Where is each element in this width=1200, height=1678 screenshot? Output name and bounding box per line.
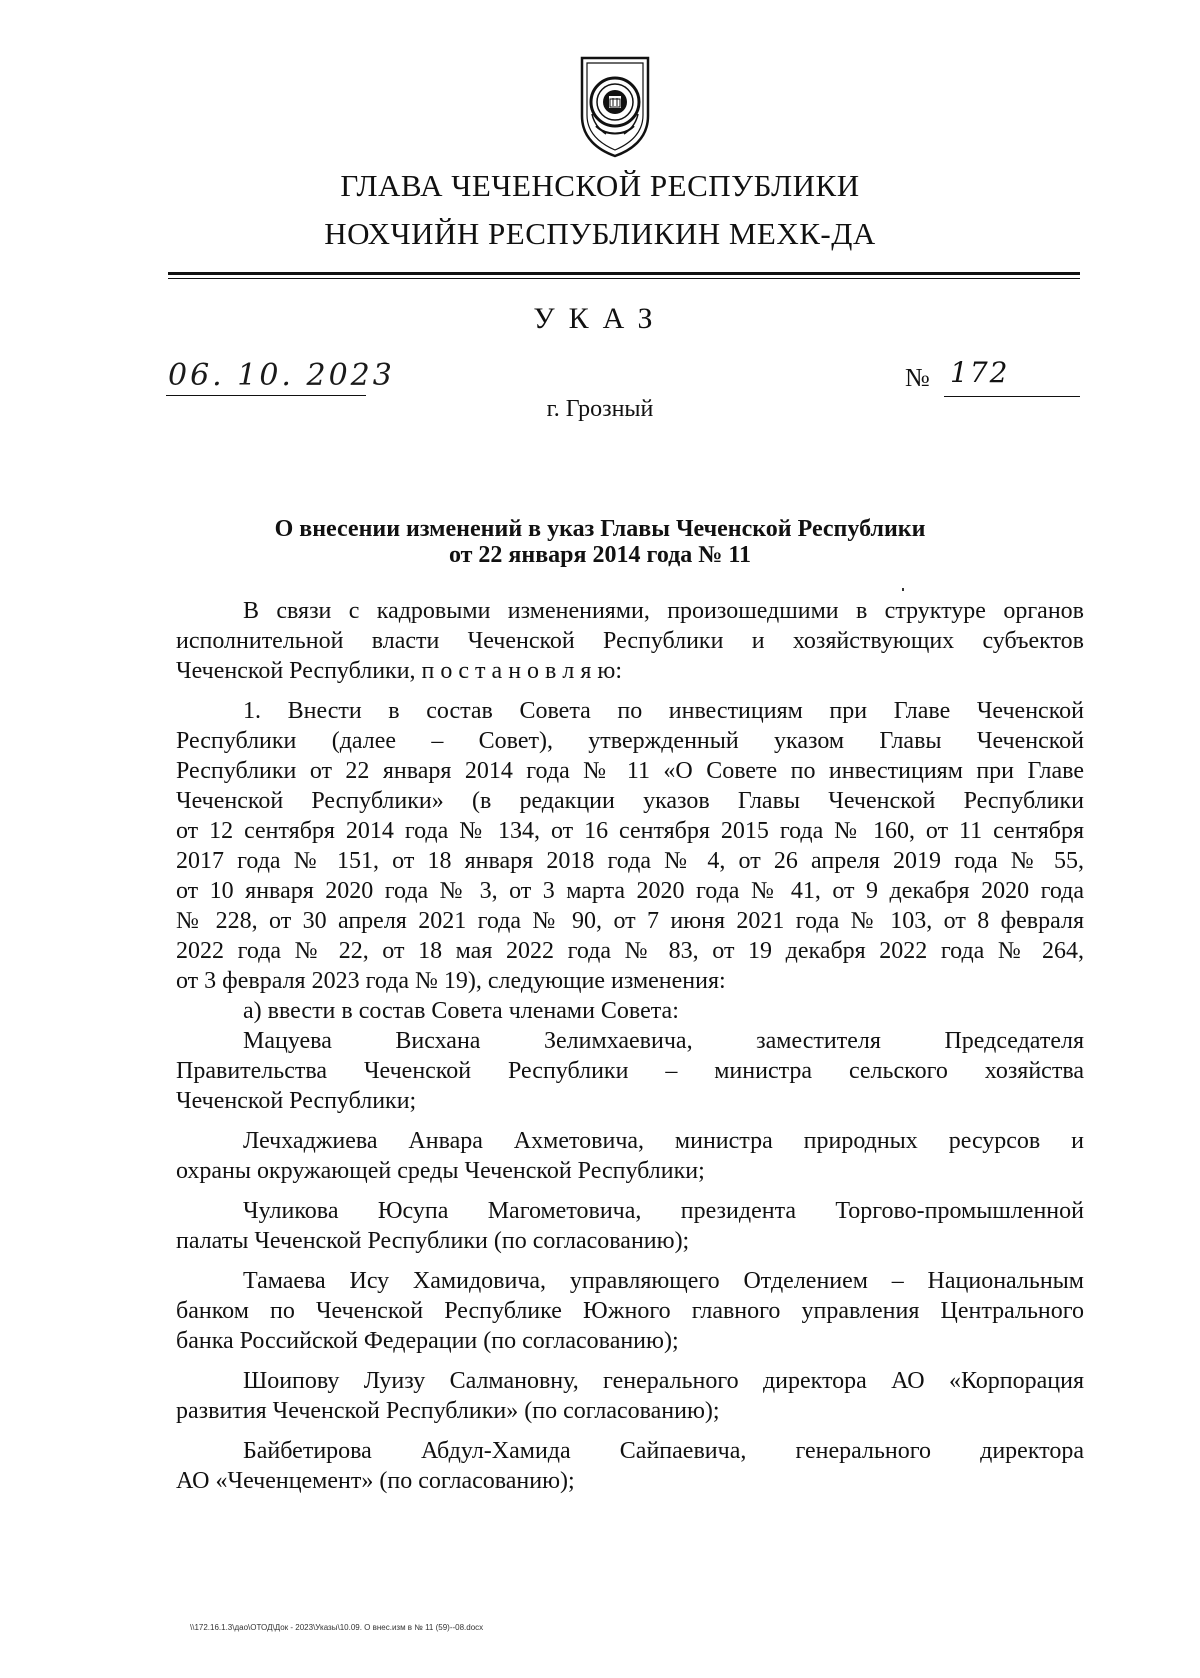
document-number: 172 xyxy=(950,356,1010,389)
body-line: В связи с кадровыми изменениями, произошедшими в структуре органов xyxy=(243,598,1084,624)
coat-of-arms-emblem xyxy=(576,54,654,158)
body-line: 2017 года № 151, от 18 января 2018 года № 4, от 26 апреля 2019 года № 55, xyxy=(176,848,1084,874)
body-line: Правительства Чеченской Республики – министра сельского хозяйства xyxy=(176,1058,1084,1084)
document-type: УКАЗ xyxy=(533,302,667,335)
body-line: Шоипову Луизу Салмановну, генерального директора АО «Корпорация xyxy=(243,1368,1084,1394)
header-title-ru: ГЛАВА ЧЕЧЕНСКОЙ РЕСПУБЛИКИ xyxy=(340,168,860,203)
header-divider-thin xyxy=(168,278,1080,279)
body-line: Лечхаджиева Анвара Ахметовича, министра природных ресурсов и xyxy=(243,1128,1084,1154)
document-title-line-1: О внесении изменений в указ Главы Чеченской Республики xyxy=(274,516,926,542)
scan-dot xyxy=(902,588,904,591)
body-line: Чеченской Республики» (в редакции указов Главы Чеченской Республики xyxy=(176,788,1084,814)
body-line: банка Российской Федерации (по согласованию); xyxy=(176,1328,679,1354)
body-line: охраны окружающей среды Чеченской Республики; xyxy=(176,1158,705,1184)
body-line: от 10 января 2020 года № 3, от 3 марта 2020 года № 41, от 9 декабря 2020 года xyxy=(176,878,1084,904)
body-line: Республики (далее – Совет), утвержденный указом Главы Чеченской xyxy=(176,728,1084,754)
body-line: Байбетирова Абдул-Хамида Сайпаевича, генерального директора xyxy=(243,1438,1084,1464)
body-line: развития Чеченской Республики» (по согласованию); xyxy=(176,1398,720,1424)
body-line: Мацуева Висхана Зелимхаевича, заместителя Председателя xyxy=(243,1028,1084,1054)
body-line: Чуликова Юсупа Магометовича, президента Торгово-промышленной xyxy=(243,1198,1084,1224)
body-line: от 3 февраля 2023 года № 19), следующие изменения: xyxy=(176,968,726,994)
body-line: 2022 года № 22, от 18 мая 2022 года № 83, от 19 декабря 2022 года № 264, xyxy=(176,938,1084,964)
document-city: г. Грозный xyxy=(546,396,654,422)
body-line: Республики от 22 января 2014 года № 11 «О Совете по инвестициям при Главе xyxy=(176,758,1084,784)
body-line: Чеченской Республики; xyxy=(176,1088,417,1114)
body-line: банком по Чеченской Республике Южного главного управления Центрального xyxy=(176,1298,1084,1324)
number-label: № xyxy=(905,363,930,392)
file-path-footer: \\172.16.1.3\дао\ОТОД\Док - 2023\Указы\10.09. О внес.изм в № 11 (59)--08.docx xyxy=(190,1623,484,1632)
document-date: 06. 10. 2023 xyxy=(168,358,395,393)
document-title-line-2: от 22 января 2014 года № 11 xyxy=(448,542,752,568)
body-line: а) ввести в состав Совета членами Совета: xyxy=(243,998,679,1024)
body-line: палаты Чеченской Республики (по согласованию); xyxy=(176,1228,690,1254)
header-divider-thick xyxy=(168,272,1080,275)
body-line: Тамаева Ису Хамидовича, управляющего Отделением – Национальным xyxy=(243,1268,1084,1294)
body-line: исполнительной власти Чеченской Республики и хозяйствующих субъектов xyxy=(176,628,1084,654)
header-title-ce: НОХЧИЙН РЕСПУБЛИКИН МЕХК-ДА xyxy=(324,216,876,251)
body-line: АО «Чеченцемент» (по согласованию); xyxy=(176,1468,575,1494)
body-line: 1. Внести в состав Совета по инвестициям при Главе Чеченской xyxy=(243,698,1084,724)
body-line: № 228, от 30 апреля 2021 года № 90, от 7 июня 2021 года № 103, от 8 февраля xyxy=(176,908,1084,934)
body-line: от 12 сентября 2014 года № 134, от 16 сентября 2015 года № 160, от 11 сентября xyxy=(176,818,1084,844)
body-line: Чеченской Республики, п о с т а н о в л я ю: xyxy=(176,658,622,684)
